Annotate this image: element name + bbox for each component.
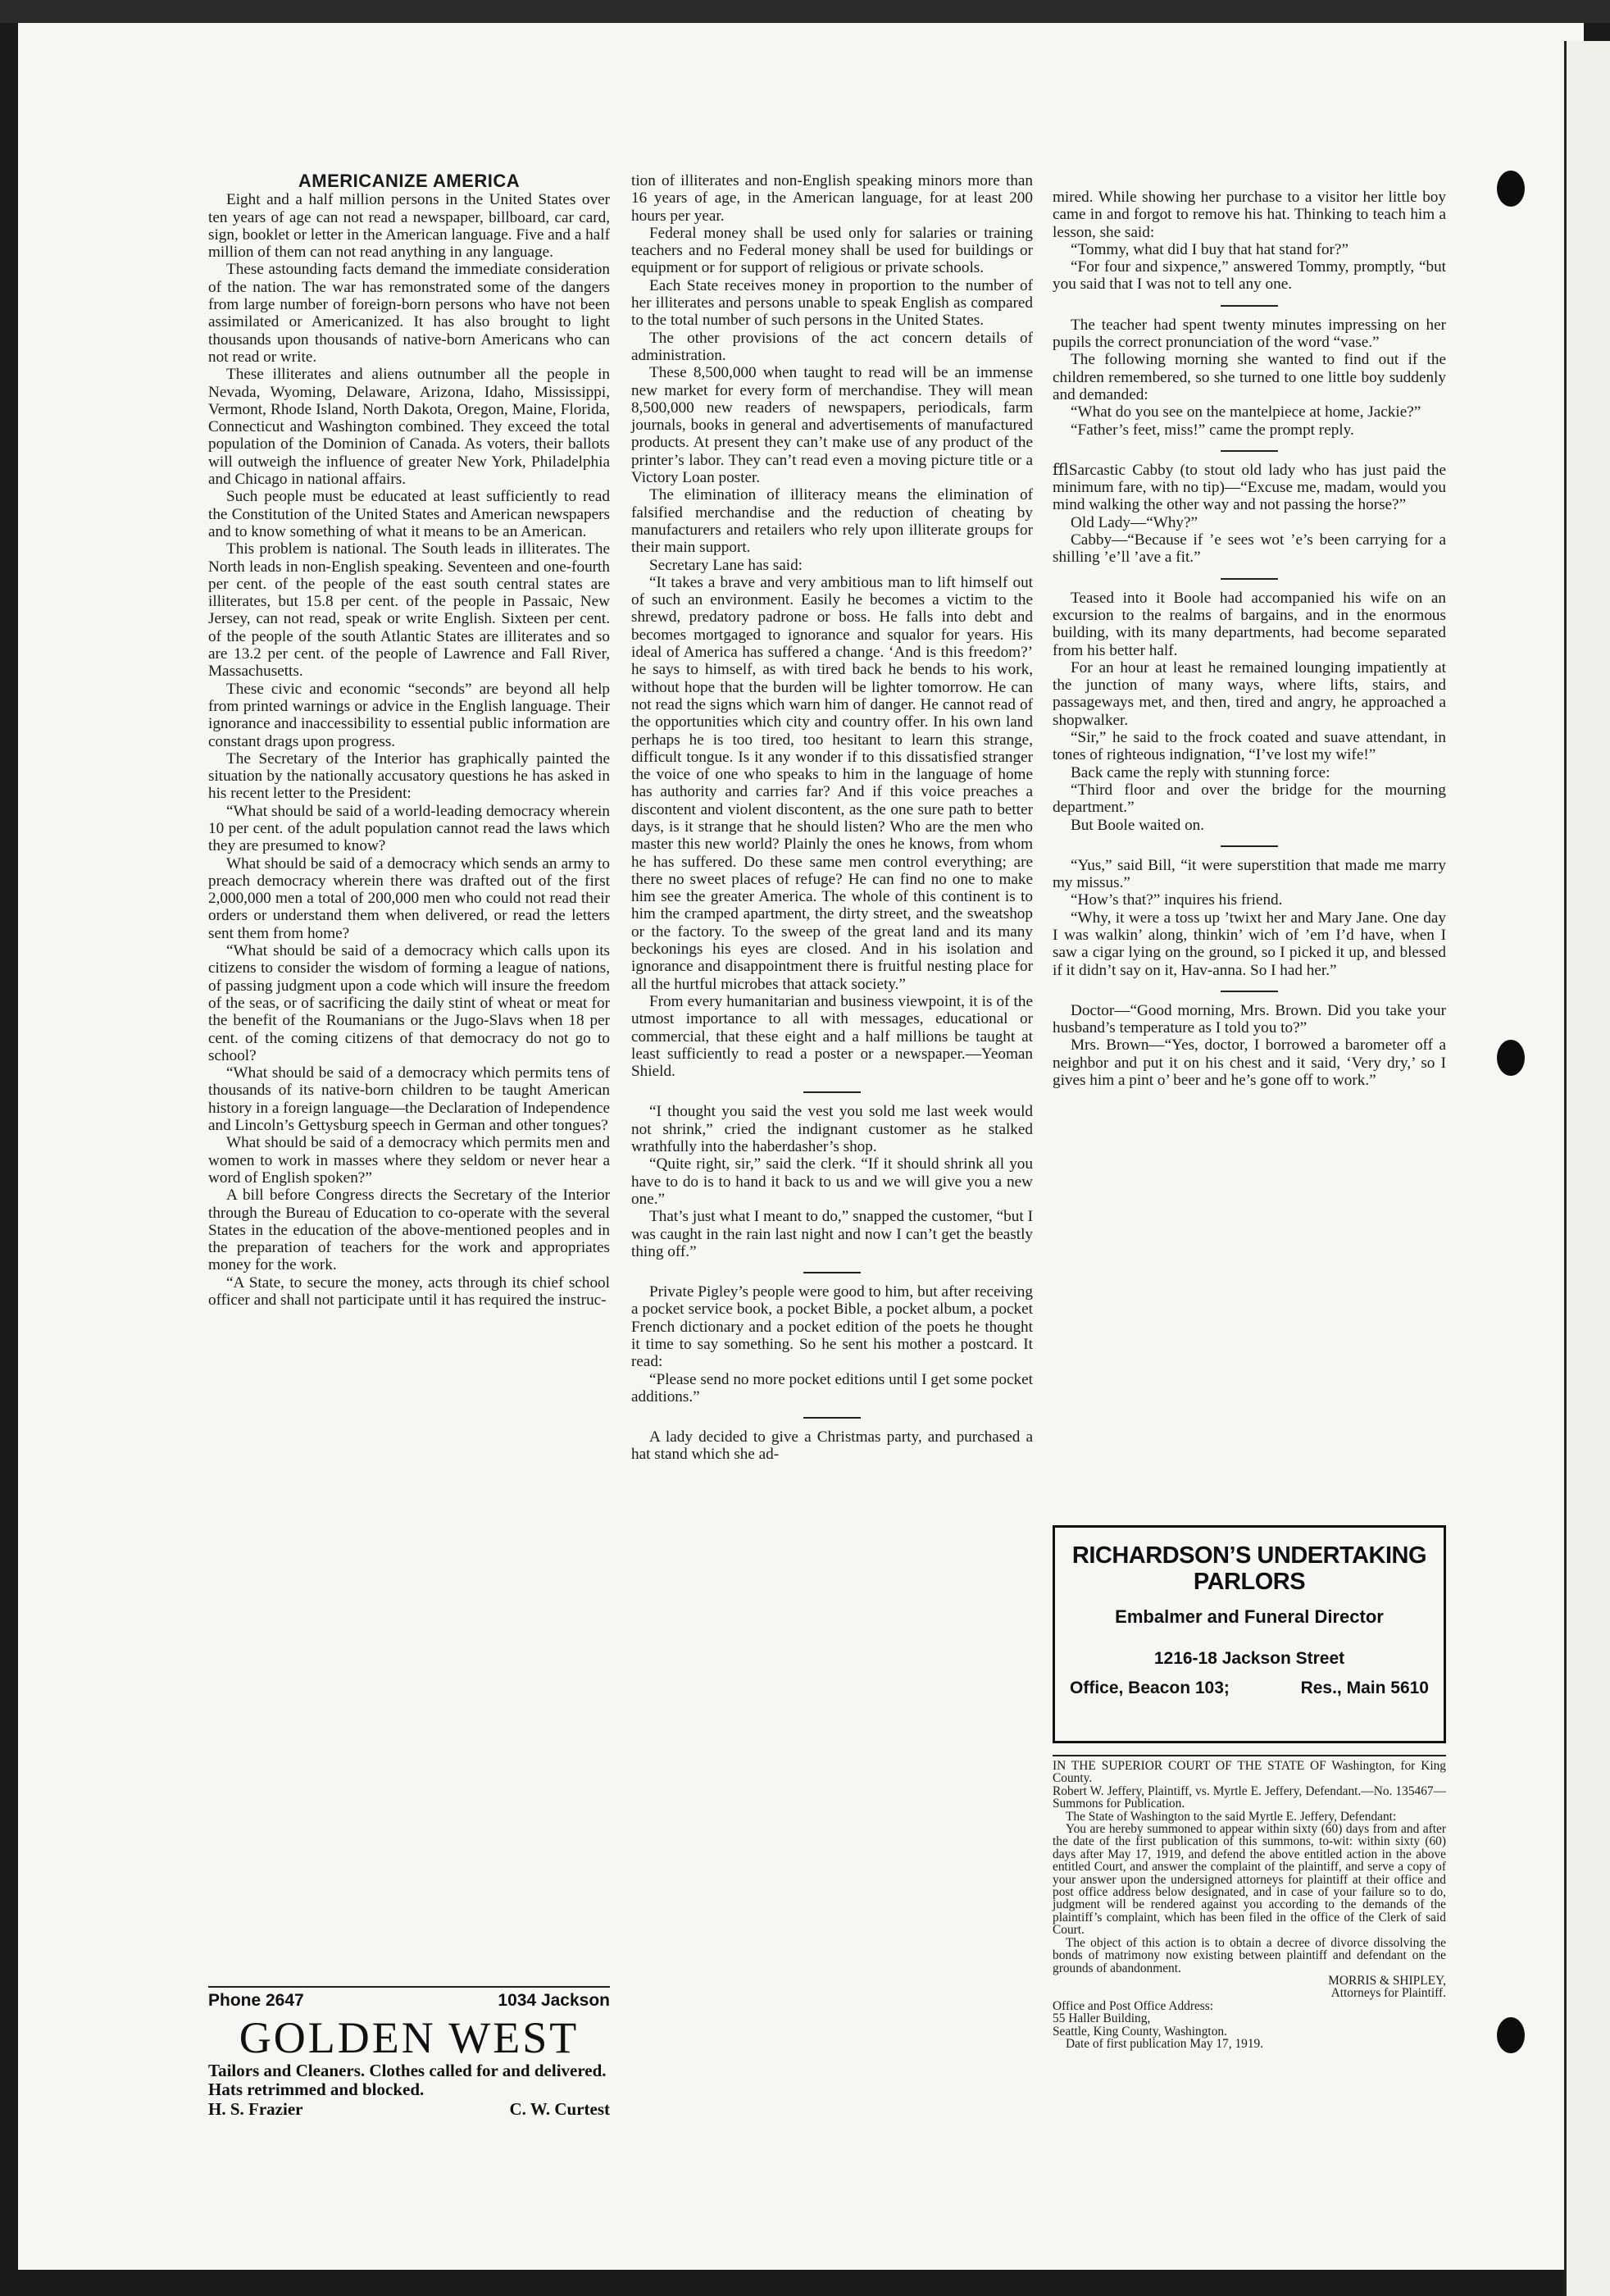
adjacent-page-edge [1564, 41, 1610, 2296]
paragraph: Doctor—“Good morning, Mrs. Brown. Did you take your husband’s temperature as I told you to?” [1053, 1001, 1446, 1037]
section-divider [803, 1417, 861, 1419]
legal-object: The object of this action is to obtain a decree of divorce dissolving the bonds of matrimony now existing between plaintiff and defendant on the grounds of abandonment. [1053, 1935, 1446, 1975]
paragraph: “Tommy, what did I buy that hat stand for?” [1071, 240, 1348, 258]
column-2 [631, 172, 1033, 1464]
paragraph: “What should be said of a world-leading democracy wherein 10 per cent. of the adult population cannot read the laws which they are presumed to know? [208, 802, 610, 855]
paragraph: Eight and a half million persons in the United States over ten years of age can not read a newspaper, billboard, car card, sign, booklet or letter in the American language. Five and a half million of them can not read anything in any language. [208, 191, 610, 262]
paragraph: “Why, it were a toss up ’twixt her and Mary Jane. One day I was walkin’ along, thinkin’ wich of ’em I’d have, when I saw a cigar lying on the ground, so I picked it up, and blessed if it didn’t say on it, Hav-anna. So I had her.” [1053, 909, 1446, 979]
ad-business-name: GOLDEN WEST [239, 2013, 580, 2062]
paragraph: These astounding facts demand the immediate consideration of the nation. The war has remonstrated some of the dangers from large number of foreign-born persons who have not been assimilated or Americanized. It has also brought to light thousands upon thousands of native-born Americans who can not read or write. [208, 261, 610, 366]
paragraph: “Father’s feet, miss!” came the prompt reply. [1071, 421, 1354, 439]
paragraph: “What should be said of a democracy which calls upon its citizens to consider the wisdom of forming a league of nations, of passing judgment upon a code which will insure the freedom of the seas, or of sacrificing the daily stint of wheat or meat for the benefit of the Roumanians or the Jugo-Slavs when 18 per cent. of the coming citizens of that democracy do not go to school? [208, 942, 610, 1064]
paragraph: What should be said of a democracy which permits men and women to work in masses where they seldom or never hear a word of English spoken?” [208, 1134, 610, 1187]
ad-subtitle: Embalmer and Funeral Director [1115, 1606, 1384, 1627]
paragraph: The following morning she wanted to find out if the children remembered, so she turned to one little boy suddenly and demanded: [1053, 351, 1446, 403]
paragraph: From every humanitarian and business viewpoint, it is of the utmost importance to all with messages, educational or commercial, that these eight and a half millions be taught at least sufficiently to read a poster or a newspaper.—Yeoman Shield. [631, 992, 1033, 1081]
legal-office-line: Seattle, King County, Washington. [1053, 2024, 1227, 2039]
paragraph: For an hour at least he remained lounging impatiently at the junction of many ways, where lifts, stairs, and passageways met, and then, tired and angry, he approached a shopwalker. [1053, 658, 1446, 729]
ad-phone: Phone 2647 [208, 1991, 304, 2010]
paragraph: Teased into it Boole had accompanied his wife on an excursion to the realms of bargains, and in the enormous building, with its many departments, had become separated from his better half. [1053, 589, 1446, 659]
paragraph: “Yus,” said Bill, “it were superstition that made me marry my missus.” [1053, 856, 1446, 892]
legal-body: You are hereby summoned to appear within sixty (60) days from and after the date of the first publication of this summons, to-wit: within sixty (60) days after May 17, 1919, and defend the above entitled action in the above entitled Court, and answer the complaint of the plaintiff, and serve a copy of your answer upon the undersigned attorneys for plaintiff at their office and post office address below designated, and in case of your failure so to do, judgment will be rendered against you according to the demands of the plaintiff’s complaint, which has been filed in the office of the Clerk of said Court. [1053, 1822, 1446, 1938]
ad-office-phone: Office, Beacon 103; [1070, 1679, 1230, 1697]
paragraph: These civic and economic “seconds” are beyond all help from printed warnings or advice in the English language. Their ignorance and inaccessibility to essential public information are constant drags upon progress. [208, 680, 610, 750]
section-divider [1221, 991, 1278, 992]
paragraph: The Secretary of the Interior has graphically painted the situation by the nationally accusatory questions he has asked in his recent letter to the President: [208, 749, 610, 803]
legal-office-label: Office and Post Office Address: [1053, 1998, 1214, 2013]
paragraph: ﬄSarcastic Cabby (to stout old lady who has just paid the minimum fare, with no tip)—“Excuse me, madam, would you mind walking the other way and not passing the horse?” [1053, 461, 1446, 514]
paragraph: Each State receives money in proportion to the number of her illiterates and persons unable to speak English as compared to the total number of such persons in the United States. [631, 276, 1033, 330]
article-body [208, 191, 610, 1309]
binding-hole [1497, 2017, 1525, 2053]
golden-west-ad [208, 1986, 610, 2119]
paragraph: Such people must be educated at least sufficiently to read the Constitution of the United States and American newspapers and to know something of what it means to be an American. [208, 488, 610, 540]
paragraph: “It takes a brave and very ambitious man to lift himself out of such an environment. Easily he becomes a victim to the shrewd, predatory padrone or boss. He falls into debt and becomes mortgaged to ignorance and squalor for years. His ideal of America has suffered a change. ‘And is this freedom?’ he says to himself, as with tired back he bends to his work, without hope that the burden will be lighter tomorrow. He can not read the signs which warn him of danger. He cannot read of the opportunities which city and country offer. In his own land perhaps he is too tired, too hesitant to learn this strange, difficult tongue. Is it any wonder if to this dissatisfied stranger the voice of one who speaks to him in the language of home has authority and carries far? And if this voice preaches a discontent and violent discontent, as the one sure path to better days, is it strange that he should listen? Who are the men who master this new world? Plainly the ones he knows, from whom he has suffered. Do these same men control everything; are there no sweet places of refuge? He can find no one to make him see the greater America. The whole of this continent is to him the cramped apartment, the dirty street, and the sweatshop or the factory. To the sweep of the great land and its many beckonings his eyes are closed. And in his isolation and ignorance and disappointment there is fruitful nesting place for all the hurtful microbes that attack society.” [631, 573, 1033, 993]
section-divider [1221, 845, 1278, 847]
section-divider [803, 1091, 861, 1093]
legal-address-to: The State of Washington to the said Myrtle E. Jeffery, Defendant: [1066, 1809, 1397, 1824]
section-divider [803, 1272, 861, 1273]
legal-attorneys: MORRIS & SHIPLEY, [1328, 1973, 1446, 1988]
paragraph: “A State, to secure the money, acts through its chief school officer and shall not participate until it has required the instruc- [208, 1273, 610, 1309]
paragraph: Cabby—“Because if ’e sees wot ’e’s been carrying for a shilling ’e’ll ’ave a fit.” [1053, 531, 1446, 567]
legal-court: IN THE SUPERIOR COURT OF THE STATE OF Washington, for King County. [1053, 1759, 1446, 1786]
section-divider [1221, 450, 1278, 452]
ad-address: 1034 Jackson [498, 1991, 610, 2010]
paragraph: What should be said of a democracy which sends an army to preach democracy wherein there was drafted out of the first 2,000,000 men a total of 200,000 men who could not read their orders or understand them when delivered, or read the letters sent them from home? [208, 854, 610, 942]
scan-top-edge [0, 0, 1610, 23]
paragraph: This problem is national. The South leads in illiterates. The North leads in non-English speaking. Seventeen and one-fourth per cent. of the people of the east south central states are illiterates, but 15.8 per cent. of the people in Passaic, New Jersey, can not read, speak or write English. Sixteen per cent. of the people of the south Atlantic States are illiterates and so are 13.2 per cent. of the people of Lawrence and Fall River, Massachusetts. [208, 540, 610, 681]
paragraph: “Please send no more pocket editions until I get some pocket additions.” [631, 1370, 1033, 1405]
ad-owner: H. S. Frazier [208, 2099, 303, 2119]
paragraph: mired. While showing her purchase to a visitor her little boy came in and forgot to remove his hat. Thinking to teach him a lesson, she said: [1053, 189, 1446, 241]
column-3 [1053, 189, 1446, 1089]
paragraph: “Third floor and over the bridge for the mourning department.” [1053, 781, 1446, 817]
paragraph: The other provisions of the act concern details of administration. [631, 329, 1033, 364]
paragraph: “Quite right, sir,” said the clerk. “If it should shrink all you have to do is to hand it back to us and we will give you a new one.” [631, 1155, 1033, 1208]
ad-description: Tailors and Cleaners. Clothes called for and delivered. Hats retrimmed and blocked. [208, 2061, 607, 2099]
section-divider [1221, 305, 1278, 307]
section-divider [1221, 578, 1278, 580]
paragraph: Old Lady—“Why?” [1071, 513, 1198, 531]
paragraph: “What should be said of a democracy which permits tens of thousands of its native-born children to be taught American history in a foreign language—the Declaration of Independence and Lincoln’s Gettysburg speech in German and other tongues? [208, 1064, 610, 1135]
ad-address: 1216-18 Jackson Street [1153, 1649, 1345, 1668]
paragraph: Federal money shall be used only for salaries or training teachers and no Federal money shall be used for buildings or equipment or for support of religious or private schools. [631, 224, 1033, 277]
paragraph: tion of illiterates and non-English speaking minors more than 16 years of age, in the American language, for at least 200 hours per year. [631, 172, 1033, 225]
legal-case: Robert W. Jeffery, Plaintiff, vs. Myrtle E. Jeffery, Defendant.—No. 135467—Summons for Publication. [1053, 1784, 1446, 1811]
binding-hole [1497, 1040, 1525, 1076]
legal-date: Date of first publication May 17, 1919. [1066, 2036, 1264, 2051]
legal-notice [1053, 1755, 1446, 2050]
paragraph: These 8,500,000 when taught to read will be an immense new market for every form of merchandise. They will mean 8,500,000 new readers of newspapers, periodicals, farm journals, books in general and advertisements of manufactured products. At present they can’t make use of any product of the printer’s labor. They can’t read even a moving picture title or a Victory Loan poster. [631, 364, 1033, 487]
paragraph: A lady decided to give a Christmas party, and purchased a hat stand which she ad- [631, 1428, 1033, 1464]
binding-hole [1497, 171, 1525, 207]
paragraph: Mrs. Brown—“Yes, doctor, I borrowed a barometer off a neighbor and put it on his chest and it said, ‘Very dry,’ so I gives him a pint o’ beer and he’s gone off to work.” [1053, 1036, 1446, 1090]
ad-residence-phone: Res., Main 5610 [1300, 1679, 1429, 1697]
paragraph: A bill before Congress directs the Secretary of the Interior through the Bureau of Education to co-operate with the several States in the education of the above-mentioned peoples and in the preparation of teachers for the work and appropriates money for the work. [208, 1187, 610, 1274]
paragraph: “Sir,” he said to the frock coated and suave attendant, in tones of righteous indignation, “I’ve lost my wife!” [1053, 729, 1446, 764]
paragraph: Private Pigley’s people were good to him, but after receiving a pocket service book, a pocket Bible, a pocket album, a pocket French dictionary and a pocket edition of the poets he thought it time to say something. So he sent his mother a postcard. It read: [631, 1283, 1033, 1371]
ad-business-name: RICHARDSON’S UNDERTAKING PARLORS [1071, 1542, 1427, 1595]
richardson-undertaking-ad [1053, 1525, 1446, 1743]
paragraph: The teacher had spent twenty minutes impressing on her pupils the correct pronunciation of the word “vase.” [1053, 316, 1446, 352]
paragraph: That’s just what I meant to do,” snapped the customer, “but I was caught in the rain last night and now I can’t get the beastly thing off.” [631, 1208, 1033, 1260]
paragraph: “For four and sixpence,” answered Tommy, promptly, “but you said that I was not to tell any one. [1053, 258, 1446, 294]
column-1 [208, 172, 610, 1309]
legal-office-line: 55 Haller Building, [1053, 2011, 1151, 2026]
paragraph: “I thought you said the vest you sold me last week would not shrink,” cried the indignant customer as he stalked wrathfully into the haberdasher’s shop. [631, 1103, 1033, 1156]
legal-attorneys-role: Attorneys for Plaintiff. [1330, 1986, 1446, 2001]
paragraph: The elimination of illiteracy means the elimination of falsified merchandise and the reduction of cheating by manufacturers and retailers who rely upon illiterate groups for their main support. [631, 486, 1033, 557]
paragraph: Secretary Lane has said: [649, 556, 803, 574]
article-heading: AMERICANIZE AMERICA [298, 171, 521, 191]
paragraph: These illiterates and aliens outnumber all the people in Nevada, Wyoming, Delaware, Arizona, Idaho, Mississippi, Vermont, Rhode Island, North Dakota, Oregon, Maine, Florida, Connecticut and Washington combined. They exceed the total population of the Dominion of Canada. As voters, their ballots will outweigh the influence of greater New York, Philadelphia and Chicago in national affairs. [208, 366, 610, 489]
ad-owner: C. W. Curtest [509, 2099, 610, 2119]
paragraph: But Boole waited on. [1071, 816, 1205, 834]
paragraph: Back came the reply with stunning force: [1071, 763, 1330, 781]
paragraph: “What do you see on the mantelpiece at home, Jackie?” [1071, 403, 1421, 421]
paragraph: “How’s that?” inquires his friend. [1071, 891, 1283, 909]
